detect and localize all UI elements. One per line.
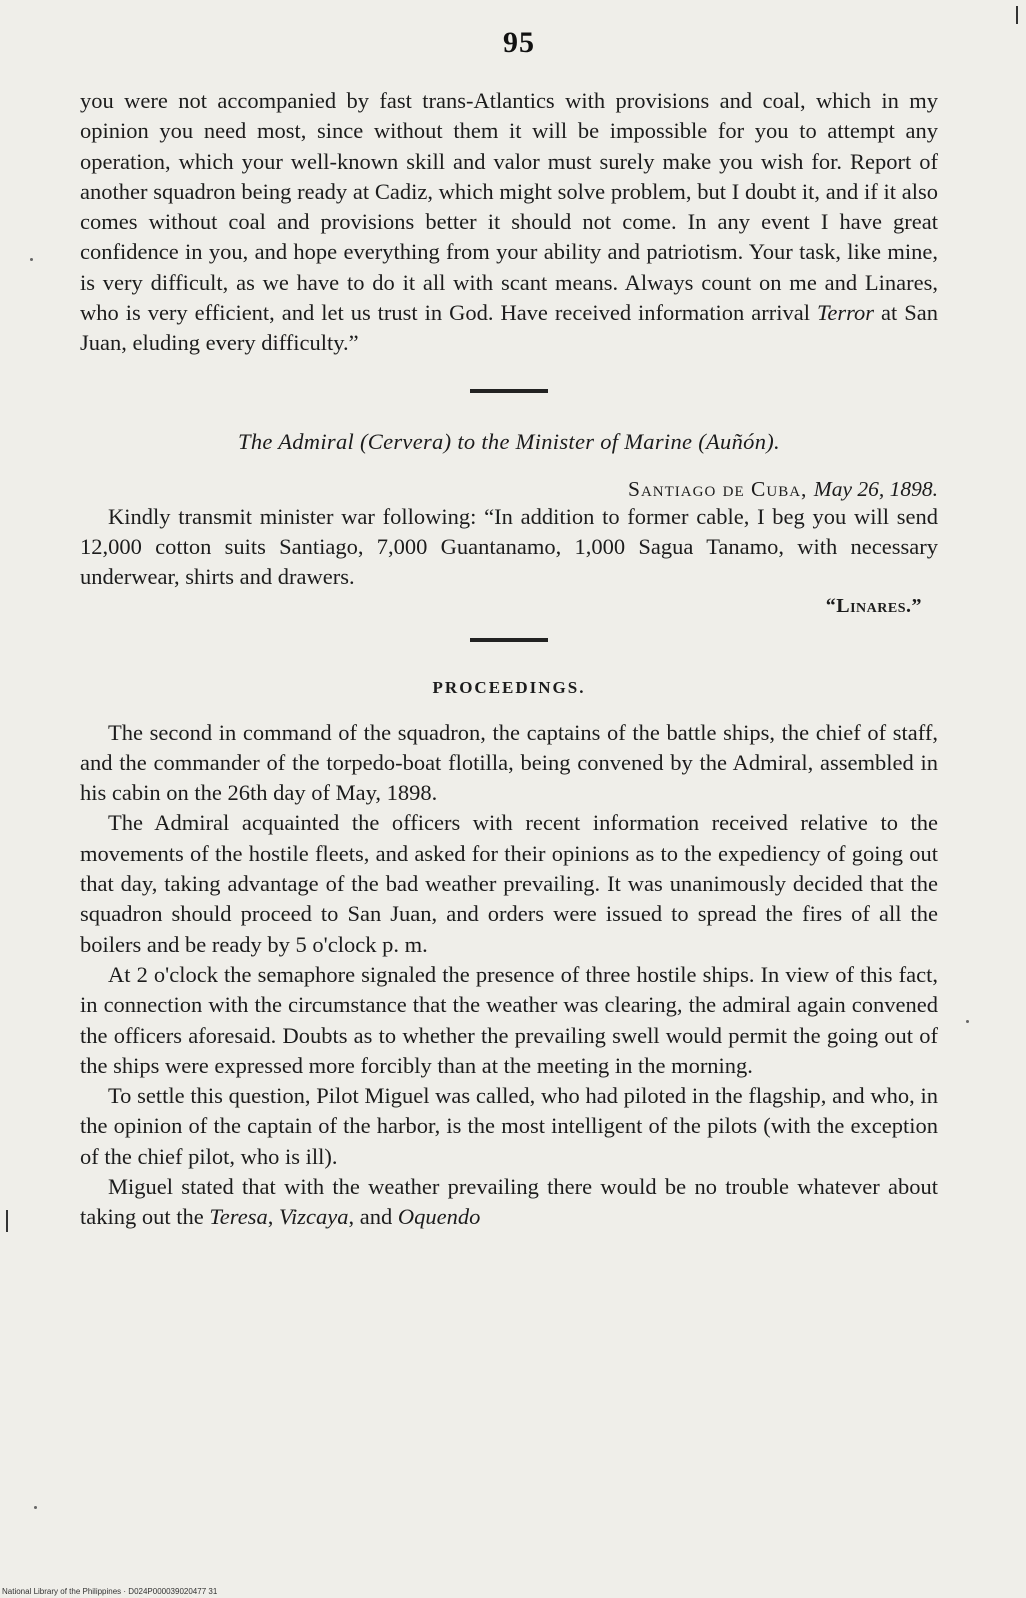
- separator: ,: [267, 1204, 279, 1230]
- body-paragraph: To settle this question, Pilot Miguel was called, who had piloted in the flagship, and who, in the opinion of the captain of the harbor, is the most intelligent of the pilots (with the exception of the chief pilot, who is ill).: [80, 1083, 938, 1169]
- section-divider: [470, 389, 548, 393]
- telegram-tail: at San Juan, eluding every difficulty.”: [80, 300, 938, 356]
- signature: “Linares.”: [825, 594, 922, 617]
- body-paragraph-last: [80, 1172, 938, 1233]
- scan-speck: [34, 1506, 37, 1509]
- dateline-date: May 26, 1898.: [813, 476, 938, 501]
- ship-name-vizcaya: Vizcaya: [278, 1204, 349, 1230]
- ship-name-teresa: Teresa: [209, 1204, 268, 1230]
- ship-name-terror: Terror: [816, 300, 875, 326]
- section-heading: PROCEEDINGS.: [432, 677, 586, 697]
- separator: , and: [348, 1204, 398, 1230]
- body-paragraph: The second in command of the squadron, the captains of the battle ships, the chief of staff, and the commander of the torpedo-boat flotilla, being convened by the Admiral, assembled in his cabin on the 26th day of May, 1898.: [80, 719, 938, 806]
- letter-body: Kindly transmit minister war following: “In addition to former cable, I beg you will send 12,000 cotton suits Santiago, 7,000 Guantanamo, 1,000 Sagua Tanamo, with necessary underwear, shirts and drawers.: [80, 503, 938, 590]
- scan-edge-mark: [6, 1210, 8, 1232]
- letter-title: The Admiral (Cervera) to the Minister of Marine (Auñón).: [238, 428, 780, 454]
- scan-edge-mark: [1016, 6, 1018, 24]
- body-paragraph: At 2 o'clock the semaphore signaled the presence of three hostile ships. In view of this fact, in connection with the circumstance that the weather was clearing, the admiral again convened the officers aforesaid. Doubts as to whether the prevailing swell would permit the going out of the ships were expressed more forcibly than at the meeting in the morning.: [80, 961, 938, 1078]
- dateline: [80, 477, 938, 502]
- scan-speck: [30, 258, 33, 261]
- dateline-place: Santiago de Cuba,: [628, 476, 814, 501]
- page-number: 95: [503, 26, 535, 59]
- footer-caption: National Library of the Philippines · D024P000039020477 31: [2, 1587, 218, 1596]
- ship-name-oquendo: Oquendo: [397, 1204, 481, 1230]
- telegram-continuation: [80, 86, 938, 359]
- scan-speck: [966, 1020, 969, 1023]
- last-paragraph-text: Miguel stated that with the weather prevailing there would be no trouble whatever about taking out the: [80, 1174, 938, 1230]
- section-divider: [470, 638, 548, 642]
- body-paragraph: The Admiral acquainted the officers with recent information received relative to the movements of the hostile fleets, and asked for their opinions as to the expediency of going out that day, taking advantage of the bad weather prevailing. It was unanimously decided that the squadron should proceed to San Juan, and orders were issued to spread the fires of all the boilers and be ready by 5 o'clock p. m.: [80, 810, 938, 957]
- telegram-text: you were not accompanied by fast trans-Atlantics with provisions and coal, which in my opinion you need most, since without them it will be impossible for you to attempt any operation, which your well-known skill and valor must surely make you wish for. Report of another squadron being ready at Cadiz, which might solve problem, but I doubt it, and if it also comes without coal and provisions better it should not come. In any event I have great confidence in you, and hope everything from your ability and patriotism. Your task, like mine, is very difficult, as we have to do it all with scant means. Always count on me and Linares, who is very efficient, and let us trust in God. Have received information arrival: [80, 88, 938, 326]
